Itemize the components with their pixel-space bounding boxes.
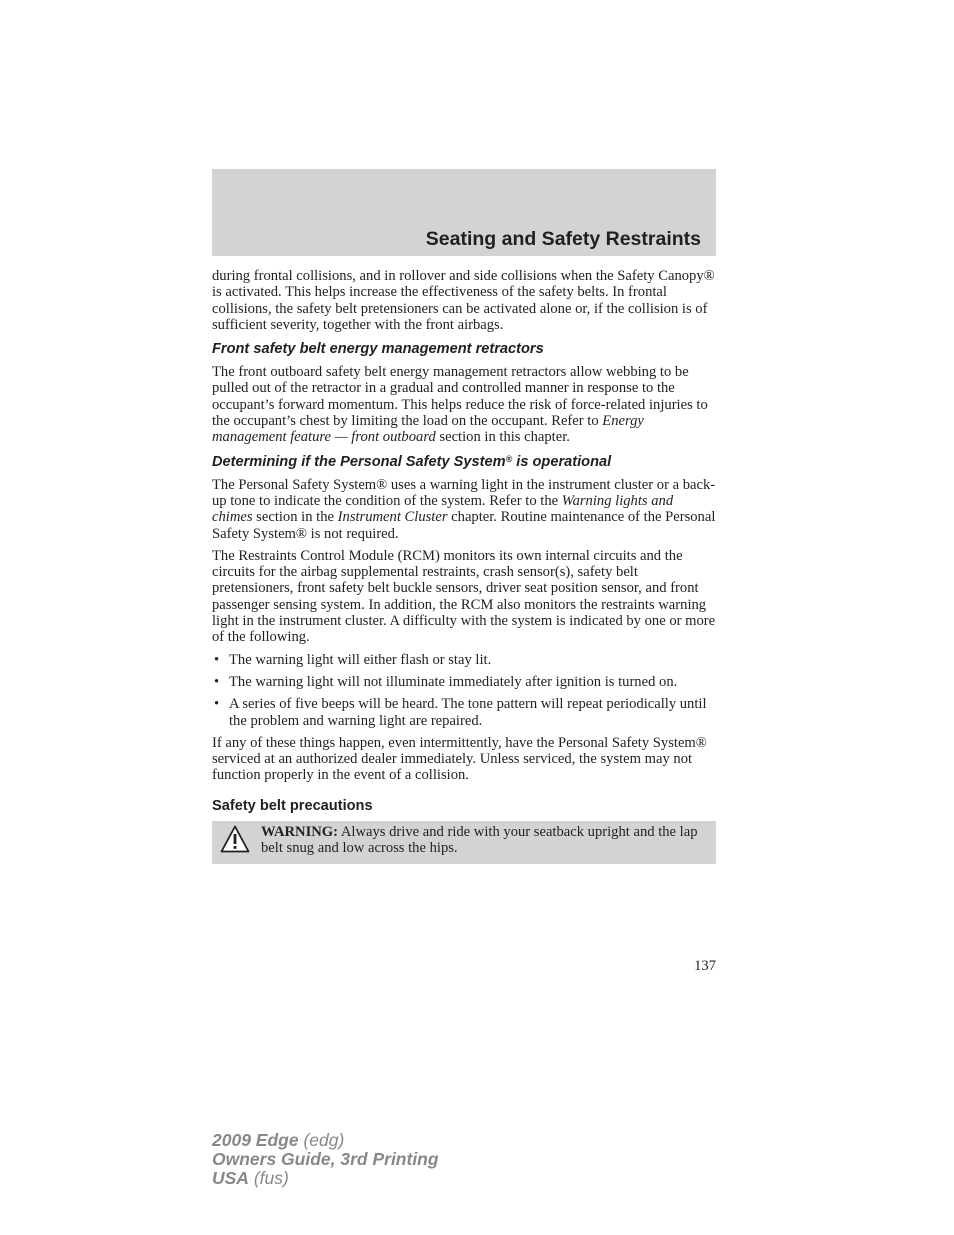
document-footer [212, 1131, 439, 1188]
footer-line-1 [212, 1131, 439, 1150]
warning-triangle-icon [220, 825, 250, 853]
page-content [212, 268, 716, 864]
warning-label: WARNING: [261, 823, 339, 840]
registered-mark: ® [505, 453, 513, 464]
intro-paragraph: during frontal collisions, and in rollover and side collisions when the Safety Canopy® is activated. This helps increase the effectiveness of the safety belts. In frontal collisions, the safety belt pretensioners can be activated alone or, if the collision is of sufficient severity, together with the front airbags. [212, 268, 715, 333]
list-item [212, 674, 716, 690]
footer-market-code: (fus) [248, 1168, 289, 1188]
bullet-glyph: • [214, 696, 220, 713]
operational-text-b: section in the [252, 509, 338, 526]
section-heading-operational [212, 454, 716, 471]
difficulty-list [212, 652, 716, 729]
footer-line-3 [212, 1169, 439, 1188]
operational-heading-main: Determining if the Personal Safety System [212, 453, 506, 470]
footer-line-2 [212, 1150, 439, 1169]
operational-paragraph-1 [212, 477, 716, 542]
page-number: 137 [694, 958, 716, 974]
chapter-title: Seating and Safety Restraints [425, 228, 701, 250]
retractors-text: The front outboard safety belt energy management retractors allow webbing to be pulled out of the retractor in a gradual and controlled manner in response to the occupant’s forward momentum. This helps reduce the risk of force-related injuries to the occupant’s chest by limiting the load on the occupant. Refer to [212, 364, 708, 430]
footer-model-code: (edg) [298, 1130, 345, 1150]
section-heading-precautions: Safety belt precautions [212, 797, 373, 814]
footer-model: 2009 Edge [212, 1130, 299, 1150]
operational-paragraph-2: The Restraints Control Module (RCM) monitors its own internal circuits and the circuits for the airbag supplemental restraints, crash sensor(s), safety belt pretensioners, front safety belt buckle sensors, driver seat position sensor, and front passenger sensing system. In addition, the RCM also monitors the restraints warning light in the instrument cluster. A difficulty with the system is indicated by one or more of the following. [212, 547, 716, 646]
bullet-glyph: • [214, 651, 220, 668]
retractors-reference: Energy management feature — front outboard [212, 413, 644, 446]
bullet-glyph: • [214, 673, 220, 690]
section-heading-retractors: Front safety belt energy management retractors [212, 341, 544, 358]
chapter-header-band [212, 169, 716, 256]
retractors-text-end: section in this chapter. [435, 429, 570, 446]
footer-market: USA [212, 1168, 249, 1188]
list-item-text: A series of five beeps will be heard. The tone pattern will repeat periodically until the problem and warning light are repaired. [229, 696, 707, 729]
operational-heading-end: is operational [512, 453, 612, 470]
footer-guide: Owners Guide, 3rd Printing [212, 1149, 439, 1169]
list-item [212, 652, 716, 668]
retractors-paragraph [212, 364, 716, 445]
warning-text-wrap [261, 824, 698, 856]
list-item [212, 696, 716, 729]
warning-text: Always drive and ride with your seatback upright and the lap belt snug and low across the hips. [261, 823, 698, 857]
warning-lights-reference: Warning lights and chimes [212, 492, 674, 526]
operational-paragraph-3: If any of these things happen, even intermittently, have the Personal Safety System® serviced at an authorized dealer immediately. Unless serviced, the system may not function properly in the event of a collision. [212, 734, 707, 784]
instrument-cluster-reference: Instrument Cluster [337, 509, 448, 526]
list-item-text: The warning light will not illuminate immediately after ignition is turned on. [229, 673, 678, 690]
warning-box [212, 821, 716, 865]
operational-text-a: The Personal Safety System® uses a warning light in the instrument cluster or a back-up tone to indicate the condition of the system. Refer to the [212, 476, 716, 509]
list-item-text: The warning light will either flash or stay lit. [229, 651, 492, 668]
operational-text-c: chapter. Routine maintenance of the Personal Safety System® is not required. [212, 509, 716, 542]
